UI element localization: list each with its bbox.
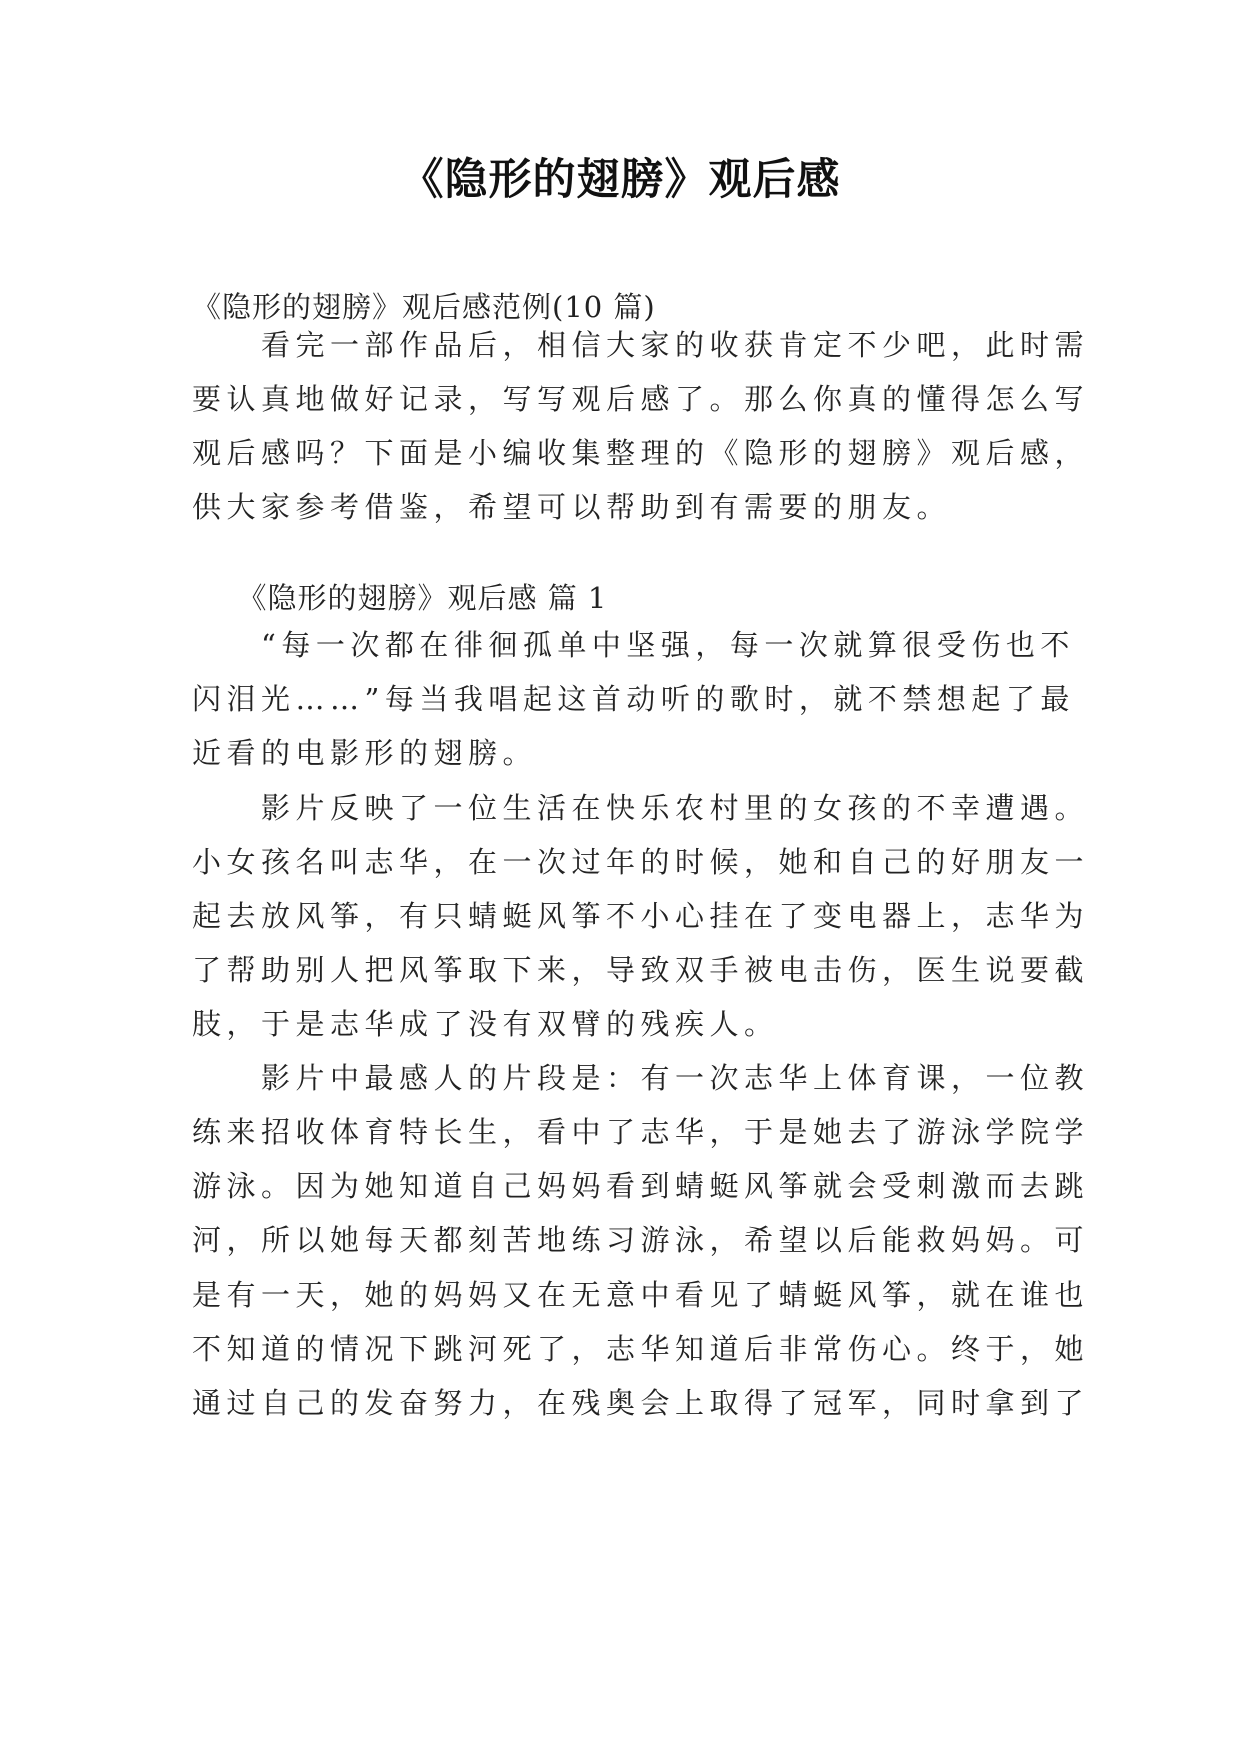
body-line: 起去放风筝，有只蜻蜓风筝不小心挂在了变电器上，志华为 bbox=[192, 899, 1090, 933]
body-line: 小女孩名叫志华，在一次过年的时候，她和自己的好朋友一 bbox=[192, 845, 1090, 879]
body-line: 肢，于是志华成了没有双臂的残疾人。 bbox=[192, 1007, 779, 1041]
body-line: 是有一天，她的妈妈又在无意中看见了蜻蜓风筝，就在谁也 bbox=[192, 1278, 1090, 1312]
body-line: 河，所以她每天都刻苦地练习游泳，希望以后能救妈妈。可 bbox=[192, 1223, 1090, 1257]
body-line: 影片反映了一位生活在快乐农村里的女孩的不幸遭遇。 bbox=[192, 791, 1090, 825]
body-line: “每一次都在徘徊孤单中坚强，每一次就算很受伤也不 bbox=[192, 628, 1075, 662]
section-heading: 《隐形的翅膀》观后感 篇 1 bbox=[192, 581, 608, 615]
body-line: 闪泪光……”每当我唱起这首动听的歌时，就不禁想起了最 bbox=[192, 682, 1075, 716]
intro-line: 要认真地做好记录，写写观后感了。那么你真的懂得怎么写 bbox=[192, 382, 1090, 416]
intro-line: 看完一部作品后，相信大家的收获肯定不少吧，此时需 bbox=[192, 328, 1090, 362]
intro-line: 观后感吗？下面是小编收集整理的《隐形的翅膀》观后感， bbox=[192, 436, 1090, 470]
intro-line: 供大家参考借鉴，希望可以帮助到有需要的朋友。 bbox=[192, 490, 952, 524]
body-line: 了帮助别人把风筝取下来，导致双手被电击伤，医生说要截 bbox=[192, 953, 1090, 987]
body-line: 不知道的情况下跳河死了，志华知道后非常伤心。终于，她 bbox=[192, 1332, 1090, 1366]
body-line: 游泳。因为她知道自己妈妈看到蜻蜓风筝就会受刺激而去跳 bbox=[192, 1169, 1090, 1203]
body-line: 通过自己的发奋努力，在残奥会上取得了冠军，同时拿到了 bbox=[192, 1386, 1090, 1420]
body-line: 近看的电影形的翅膀。 bbox=[192, 736, 538, 770]
body-line: 影片中最感人的片段是：有一次志华上体育课，一位教 bbox=[192, 1061, 1090, 1095]
body-line: 练来招收体育特长生，看中了志华，于是她去了游泳学院学 bbox=[192, 1115, 1090, 1149]
document-title: 《隐形的翅膀》观后感 bbox=[400, 155, 841, 205]
document-subtitle: 《隐形的翅膀》观后感范例(10 篇) bbox=[192, 290, 656, 324]
